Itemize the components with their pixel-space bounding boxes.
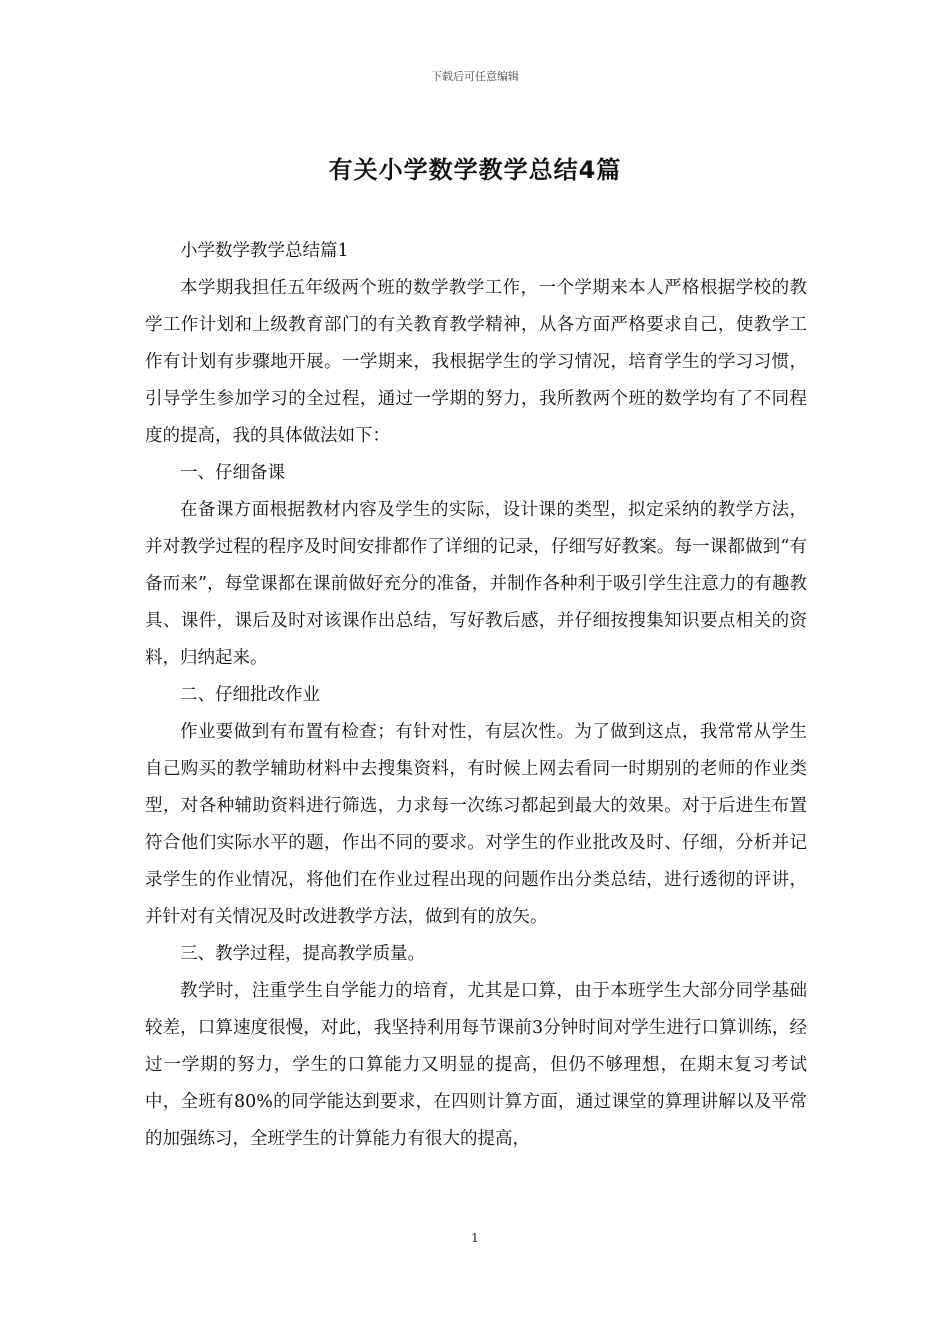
paragraph: 在备课方面根据教材内容及学生的实际，设计课的类型，拟定采纳的教学方法，并对教学过程的程序及时间安排都作了详细的记录，仔细写好教案。每一课都做到“有备而来”，每堂课都在课前做好充分的准备，并制作各种利于吸引学生注意力的有趣教具、课件，课后及时对该课作出总结，写好教后感，并仔细按搜集知识要点相关的资料，归纳起来。 (145, 500, 807, 668)
paragraph: 作业要做到有布置有检查；有针对性，有层次性。为了做到这点，我常常从学生自己购买的教学辅助材料中去搜集资料，有时候上网去看同一时期别的老师的作业类型，对各种辅助资料进行筛选，力求每一次练习都起到最大的效果。对于后进生布置符合他们实际水平的题，作出不同的要求。对学生的作业批改及时、仔细，分析并记录学生的作业情况，将他们在作业过程出现的问题作出分类总结，进行透彻的评讲，并针对有关情况及时改进教学方法，做到有的放矢。 (145, 722, 807, 927)
section-heading: 一、仔细备课 (180, 463, 285, 483)
section-heading: 三、教学过程，提高教学质量。 (180, 944, 425, 964)
section-heading: 小学数学教学总结篇1 (180, 241, 349, 261)
paragraph: 教学时，注重学生自学能力的培育，尤其是口算，由于本班学生大部分同学基础较差，口算速度很慢，对此，我坚持利用每节课前3分钟时间对学生进行口算训练，经过一学期的努力，学生的口算能力又明显的提高，但仍不够理想，在期末复习考试中，全班有80%的同学能达到要求，在四则计算方面，通过课堂的算理讲解以及平常的加强练习，全班学生的计算能力有很大的提高， (145, 981, 807, 1149)
page-number: 1 (471, 1231, 479, 1245)
header-note: 下载后可任意编辑 (431, 70, 519, 83)
document-title: 有关小学数学教学总结4篇 (328, 156, 622, 184)
document-body (145, 233, 807, 1158)
section-heading: 二、仔细批改作业 (180, 685, 320, 705)
paragraph: 本学期我担任五年级两个班的数学教学工作，一个学期来本人严格根据学校的教学工作计划和上级教育部门的有关教育教学精神，从各方面严格要求自己，使教学工作有计划有步骤地开展。一学期来，我根据学生的学习情况，培育学生的学习习惯，引导学生参加学习的全过程，通过一学期的努力，我所教两个班的数学均有了不同程度的提高，我的具体做法如下： (145, 278, 807, 446)
